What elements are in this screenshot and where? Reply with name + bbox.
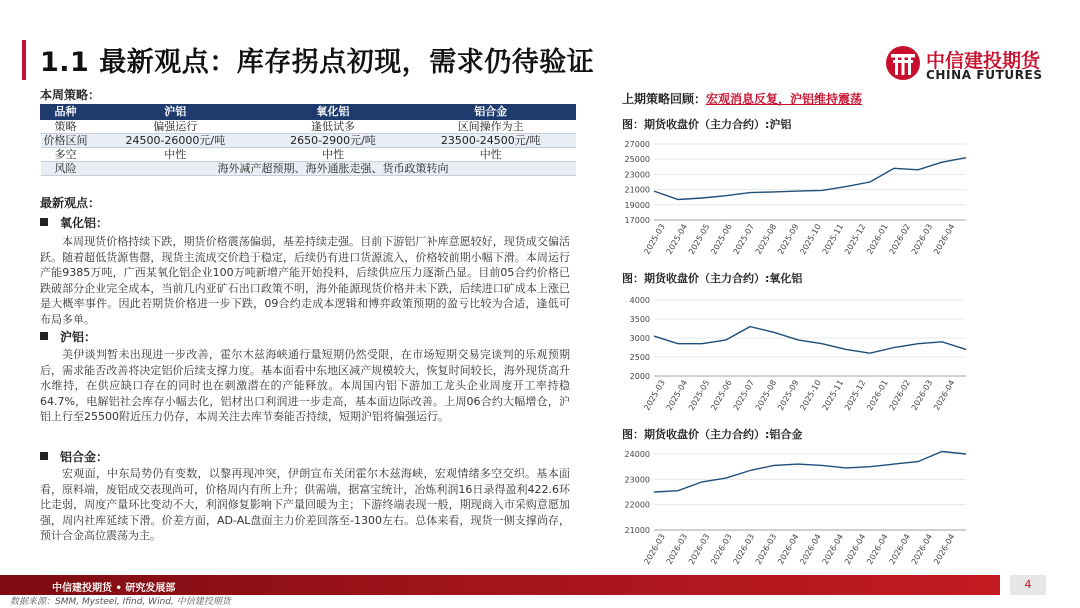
- row-label: 风险: [41, 162, 91, 176]
- x-tick-label: 2026-03: [731, 532, 757, 566]
- chart-title-alloy: 图：期货收盘价（主力合约）:铝合金: [622, 428, 803, 441]
- page-title: 1.1 最新观点：库存拐点初现，需求仍待验证: [40, 47, 595, 78]
- x-tick-label: 2025-04: [664, 378, 690, 412]
- x-tick-label: 2026-03: [686, 532, 712, 566]
- x-tick-label: 2026-03: [753, 532, 779, 566]
- x-tick-label: 2025-12: [842, 378, 868, 412]
- chart-title-alumina: 图：期货收盘价（主力合约）:氧化铝: [622, 272, 803, 285]
- x-tick-label: 2026-04: [820, 532, 846, 566]
- table-cell: 2650-2900元/吨: [260, 134, 406, 148]
- table-cell: 区间操作为主: [406, 120, 576, 134]
- x-tick-label: 2025-09: [776, 378, 801, 412]
- y-tick-label: 2000: [629, 372, 650, 381]
- x-tick-label: 2025-08: [753, 378, 779, 412]
- x-tick-label: 2026-03: [664, 532, 690, 566]
- y-tick-label: 21000: [624, 185, 650, 195]
- y-tick-label: 24000: [624, 450, 650, 459]
- title-accent-bar: [22, 40, 26, 80]
- table-cell: 中性: [406, 148, 576, 162]
- x-tick-label: 2025-05: [686, 378, 712, 412]
- table-cell: 中性: [91, 148, 261, 162]
- x-tick-label: 2025-06: [709, 378, 734, 412]
- y-tick-label: 4000: [629, 296, 650, 305]
- y-tick-label: 3500: [629, 315, 650, 324]
- x-tick-label: 2025-07: [731, 378, 757, 412]
- alumina-paragraph: 本周现货价格持续下跌，期货价格震荡偏弱，基差持续走强。目前下游铝厂补库意愿较好，现货成交偏活跃。随着超低货源售罄，现货主流成交价趋于稳定，后续仍有进口货源流入，价格较前期小幅下滑。本周运行产能9385万吨，广西某氧化铝企业100万吨新增产能开始投料，后续供应压力逐渐凸显。目前05合约价格已跌破部分企业完全成本，当前几内亚矿石出口政策不明，海外能源现货价格并未下跌，后续进口矿成本上涨已是大概率事件。因此若期货价格进一步下跌，09合约走成本逻辑和博弈政策预期的盈亏比较为合适，逢低可布局多单。: [40, 235, 570, 326]
- alumina-title: 氧化铝：: [60, 216, 109, 230]
- company-logo-icon: [884, 44, 922, 82]
- table-row: [41, 120, 576, 134]
- y-tick-label: 3000: [629, 334, 650, 343]
- aluminum-heading: [40, 328, 96, 345]
- row-label: 价格区间: [41, 134, 91, 148]
- logo-chinese-name: 中信建投期货: [926, 50, 1041, 72]
- logo-english-name: CHINA FUTURES: [926, 68, 1043, 82]
- row-label: 策略: [41, 120, 91, 134]
- bullet-square-icon: [40, 452, 48, 460]
- footer-org: 中信建投期货 • 研究发展部: [52, 583, 176, 594]
- table-row: [41, 162, 576, 176]
- x-tick-label: 2026-04: [909, 532, 935, 566]
- chart-alumina: [620, 294, 980, 412]
- x-tick-label: 2025-08: [753, 222, 779, 256]
- table-row: [41, 148, 576, 162]
- alumina-heading: [40, 214, 108, 231]
- alloy-paragraph: 宏观面，中东局势仍有变数，以黎再现冲突，伊朗宣布关闭霍尔木兹海峡，宏观情绪多空交织。基本面看，原料端，废铝成交表现尚可，价格周内有所上升；供需端，据富宝统计，冶炼利润16日录得盈利422.6环比走弱，周度产量环比变动不大，利润修复影响下产量回暖为主；下游终端表现一般，期现商入市采购意愿加强，周内社库延续下滑。价差方面，AD-AL盘面主力价差回落至-1300左右。总体来看，现货一侧支撑尚存，预计合金高位震荡为主。: [40, 467, 570, 543]
- y-tick-label: 19000: [624, 200, 650, 210]
- table-cell: 偏强运行: [91, 120, 261, 134]
- x-tick-label: 2025-10: [798, 222, 823, 256]
- chart-aluminum: [620, 138, 980, 256]
- x-tick-label: 2025-07: [731, 222, 757, 256]
- header-cell: 氧化铝: [260, 105, 406, 120]
- bullet-square-icon: [40, 332, 48, 340]
- x-tick-label: 2026-01: [865, 378, 890, 412]
- y-tick-label: 22000: [624, 500, 650, 510]
- x-tick-label: 2026-03: [709, 532, 734, 566]
- x-tick-label: 2025-10: [798, 378, 823, 412]
- recap-label: 上期策略回顾：: [622, 92, 707, 106]
- x-tick-label: 2025-09: [776, 222, 801, 256]
- aluminum-paragraph: 美伊谈判暂未出现进一步改善，霍尔木兹海峡通行量短期仍然受限，在市场短期交易完谈判的乐观预期后，需求能否改善将决定铝价后续支撑力度。基本面看中东地区减产规模较大，恢复时间较长，海外现货高升水维持，在供应缺口存在的同时也在刺激潜在的产能释放。本周国内铝下游加工龙头企业周度开工率持稳64.7%，电解铝社会库存小幅去化，铝材出口利润进一步走高，基本面边际改善。上周06合约大幅增仓，沪铝上行至25500附近压力仍存，本周关注去库节奏能否持续，短期沪铝将偏强运行。: [40, 348, 570, 424]
- alloy-heading: [40, 448, 108, 465]
- x-tick-label: 2026-04: [887, 532, 913, 566]
- row-label: 多空: [41, 148, 91, 162]
- series-line: [654, 158, 966, 200]
- x-tick-label: 2026-04: [865, 532, 890, 566]
- company-logo: [884, 44, 1074, 86]
- y-tick-label: 27000: [624, 140, 650, 149]
- x-tick-label: 2025-12: [842, 222, 868, 256]
- x-tick-label: 2025-06: [709, 222, 734, 256]
- x-tick-label: 2026-03: [909, 378, 935, 412]
- x-tick-label: 2026-01: [865, 222, 890, 256]
- recap-highlight: 宏观消息反复，沪铝维持震荡: [706, 92, 863, 106]
- x-tick-label: 2025-04: [664, 222, 690, 256]
- table-row: [41, 134, 576, 148]
- table-cell: 中性: [260, 148, 406, 162]
- y-tick-label: 23000: [624, 475, 650, 485]
- header-cell: 沪铝: [91, 105, 261, 120]
- x-tick-label: 2026-04: [932, 378, 957, 412]
- data-source: 数据来源：SMM, Mysteel, Ifind, Wind, 中信建投期货: [10, 597, 231, 607]
- risk-cell: 海外减产超预期、海外通胀走强、货币政策转向: [91, 162, 576, 176]
- x-tick-label: 2026-04: [932, 222, 957, 256]
- x-tick-label: 2026-03: [909, 222, 935, 256]
- aluminum-title: 沪铝：: [60, 330, 97, 344]
- series-line: [654, 327, 966, 354]
- alloy-title: 铝合金：: [60, 450, 109, 464]
- x-tick-label: 2025-11: [820, 222, 846, 256]
- strategy-table-header: [41, 105, 576, 120]
- x-tick-label: 2025-11: [820, 378, 846, 412]
- table-cell: 逢低试多: [260, 120, 406, 134]
- x-tick-label: 2026-02: [887, 378, 913, 412]
- x-tick-label: 2026-04: [842, 532, 868, 566]
- x-tick-label: 2026-02: [887, 222, 913, 256]
- series-line: [654, 452, 966, 493]
- header-cell: 铝合金: [406, 105, 576, 120]
- y-tick-label: 23000: [624, 170, 650, 180]
- header-cell: 品种: [41, 105, 91, 120]
- views-heading: 最新观点：: [40, 196, 101, 210]
- x-tick-label: 2025-05: [686, 222, 712, 256]
- y-tick-label: 17000: [624, 216, 650, 225]
- page-number: 4: [1010, 575, 1046, 595]
- strategy-label: 本周策略：: [40, 88, 101, 102]
- table-cell: 24500-26000元/吨: [91, 134, 261, 148]
- x-tick-label: 2026-04: [932, 532, 957, 566]
- y-tick-label: 25000: [624, 155, 650, 165]
- chart-title-aluminum: 图：期货收盘价（主力合约）:沪铝: [622, 118, 792, 131]
- y-tick-label: 21000: [624, 526, 650, 535]
- bullet-square-icon: [40, 218, 48, 226]
- x-tick-label: 2026-03: [642, 532, 667, 566]
- strategy-table: [40, 104, 576, 176]
- x-tick-label: 2025-03: [642, 378, 667, 412]
- y-tick-label: 2500: [629, 353, 650, 362]
- table-cell: 23500-24500元/吨: [406, 134, 576, 148]
- chart-alloy: [620, 448, 980, 566]
- x-tick-label: 2026-04: [776, 532, 801, 566]
- x-tick-label: 2025-03: [642, 222, 667, 256]
- x-tick-label: 2026-04: [798, 532, 823, 566]
- strategy-recap: [622, 90, 862, 107]
